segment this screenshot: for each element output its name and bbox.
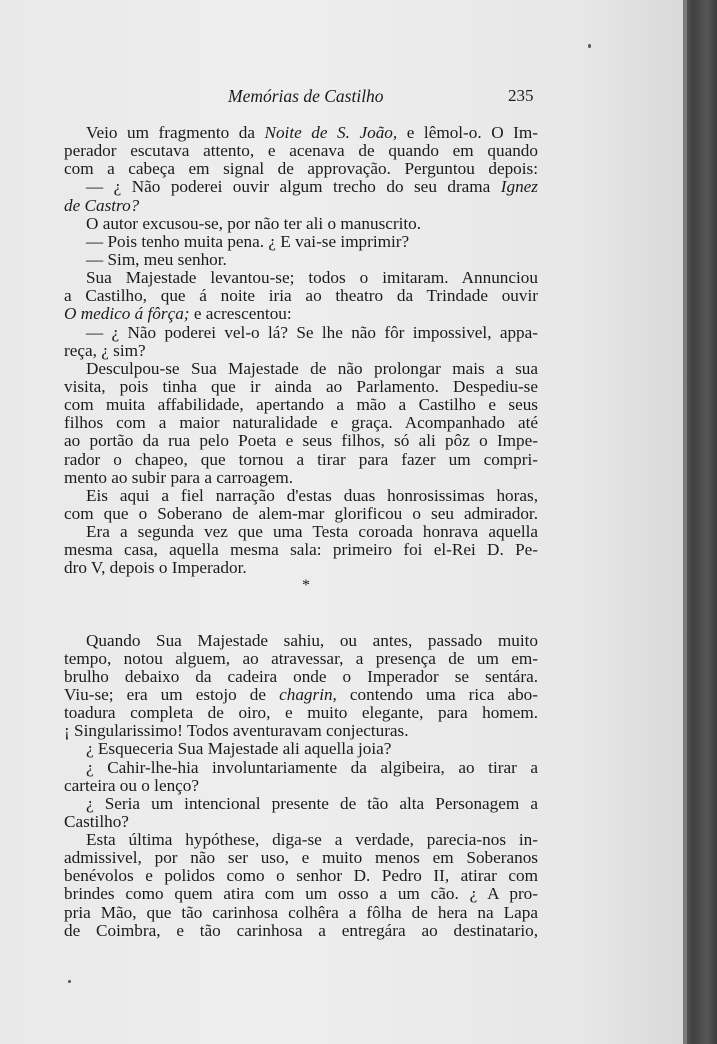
line-text: ¿ Seria um intencional presente de tão alta Personagem a: [86, 793, 538, 813]
line-text: mesma casa, aquella mesma sala: primeiro foi el-Rei D. Pe-: [64, 540, 538, 560]
body-text: [64, 124, 538, 940]
line-text: Esta última hypóthese, diga-se a verdade, parecia-nos in-: [86, 830, 538, 850]
line-text: — ¿ Não poderei vel-o lá? Se lhe não fôr impossivel, appa-: [86, 322, 538, 342]
line-text: com muita affabilidade, apertando a mão a Castilho e seus: [64, 395, 538, 415]
text-line: [64, 305, 538, 323]
text-line: [64, 197, 538, 215]
page-header: [0, 86, 683, 108]
text-line: [64, 505, 538, 523]
line-text: Quando Sua Majestade sahiu, ou antes, passado muito: [86, 630, 538, 650]
line-text: com que o Soberano de alem-mar glorificou o seu admirador.: [64, 503, 538, 523]
text-line: [64, 432, 538, 450]
text-line: [64, 287, 538, 305]
line-text: rador o chapeo, que tornou a tirar para fazer um compri-: [64, 449, 538, 469]
text-line: [64, 885, 538, 903]
line-text: brulho debaixo da cadeira onde o Imperador se sentára.: [64, 666, 538, 686]
line-text: de Coimbra, e tão carinhosa a entregára ao destinatario,: [64, 920, 538, 940]
line-text: toadura completa de oiro, e muito elegante, para homem.: [64, 703, 538, 723]
italic-text: O medico á fôrça;: [64, 304, 190, 324]
text-line: [64, 451, 538, 469]
line-text: Viu-se; era um estojo de: [64, 684, 280, 704]
line-text: com a cabeça em signal de approvação. Perguntou depois:: [64, 159, 538, 179]
line-text: Desculpou-se Sua Majestade de não prolongar mais a sua: [86, 358, 538, 378]
line-text: tempo, notou alguem, ao atravessar, a presença de um em-: [64, 648, 538, 668]
section-gap: [64, 602, 538, 632]
line-text: — Pois tenho muita pena. ¿ E vai-se imprimir?: [86, 231, 410, 251]
italic-text: Noite de S. João,: [264, 123, 398, 142]
text-line: [64, 324, 538, 342]
text-line: [64, 722, 538, 740]
text-line: [64, 795, 538, 813]
text-line: [64, 849, 538, 867]
line-text: brindes como quem atira com um osso a um cão. ¿ A pro-: [64, 884, 538, 904]
line-text: carteira ou o lenço?: [64, 775, 200, 795]
line-text: — ¿ Não poderei ouvir algum trecho do seu drama: [86, 177, 501, 197]
text-line: [64, 233, 538, 251]
line-text: Veio um fragmento da: [86, 123, 265, 142]
line-text: contendo uma rica abo-: [336, 684, 538, 704]
italic-text: de Castro?: [64, 195, 140, 215]
text-line: [64, 178, 538, 196]
text-line: [64, 142, 538, 160]
line-text: — Sim, meu senhor.: [86, 249, 227, 269]
text-line: [64, 342, 538, 360]
book-spine-edge: [683, 0, 717, 1044]
text-line: [64, 396, 538, 414]
line-text: reça, ¿ sim?: [64, 340, 146, 360]
text-line: [64, 759, 538, 777]
italic-text: chagrin,: [279, 684, 337, 704]
text-line: [64, 378, 538, 396]
text-line: [64, 704, 538, 722]
line-text: perador escutava attento, e acenava de quando em quando: [64, 141, 538, 161]
text-line: [64, 777, 538, 795]
text-line: [64, 668, 538, 686]
text-line: [64, 922, 538, 940]
line-text: Eis aqui a fiel narração d'estas duas honrosissimas horas,: [86, 485, 538, 505]
text-line: [64, 523, 538, 541]
text-block-second: [64, 632, 538, 940]
line-text: e lêmol-o. O Im-: [397, 123, 538, 142]
line-text: dro V, depois o Imperador.: [64, 558, 247, 578]
line-text: Sua Majestade levantou-se; todos o imitaram. Annunciou: [86, 268, 538, 288]
text-line: [64, 251, 538, 269]
text-line: [64, 632, 538, 650]
text-line: [64, 487, 538, 505]
line-text: a Castilho, que á noite iria ao theatro da Trindade ouvir: [64, 286, 538, 306]
line-text: admissivel, por não ser uso, e muito menos em Soberanos: [64, 848, 538, 868]
line-text: ¿ Esqueceria Sua Majestade ali aquella joia?: [86, 739, 392, 759]
line-text: ¡ Singularissimo! Todos aventuravam conjecturas.: [64, 721, 409, 741]
page-number: 235: [508, 86, 534, 105]
text-block-first: [64, 124, 538, 578]
text-line: [64, 813, 538, 831]
line-text: mento ao subir para a carroagem.: [64, 467, 294, 487]
text-line: [64, 867, 538, 885]
text-line: [64, 831, 538, 849]
section-separator: *: [302, 576, 310, 594]
text-line: [64, 414, 538, 432]
text-line: [64, 686, 538, 704]
text-line: [64, 360, 538, 378]
text-line: [64, 124, 538, 142]
line-text: Castilho?: [64, 811, 129, 831]
text-line: [64, 559, 538, 577]
line-text: Era a segunda vez que uma Testa coroada honrava aquella: [86, 522, 538, 542]
text-line: [64, 269, 538, 287]
text-line: [64, 650, 538, 668]
text-line: [64, 160, 538, 178]
text-line: [64, 469, 538, 487]
text-line: [64, 904, 538, 922]
text-line: [64, 740, 538, 758]
line-text: benévolos e polidos como o senhor D. Pedro II, atirar com: [64, 866, 538, 886]
line-text: ¿ Cahir-lhe-hia involuntariamente da algibeira, ao tirar a: [86, 757, 538, 777]
paper-speck: [588, 44, 591, 48]
italic-text: Ignez: [500, 177, 538, 197]
text-line: [64, 541, 538, 559]
line-text: pria Mão, que tão carinhosa colhêra a fôlha de hera na Lapa: [64, 902, 538, 922]
line-text: ao portão da rua pelo Poeta e seus filhos, só ali pôz o Impe-: [64, 431, 538, 451]
text-line: [64, 215, 538, 233]
line-text: O autor excusou-se, por não ter ali o manuscrito.: [86, 213, 422, 233]
paper-speck: [68, 980, 71, 983]
line-text: filhos com a maior naturalidade e graça. Acompanhado até: [64, 413, 538, 433]
running-title: Memórias de Castilho: [228, 86, 384, 106]
line-text: visita, pois tinha que ir ainda ao Parlamento. Despediu-se: [64, 376, 538, 396]
line-text: e acrescentou:: [189, 304, 292, 324]
